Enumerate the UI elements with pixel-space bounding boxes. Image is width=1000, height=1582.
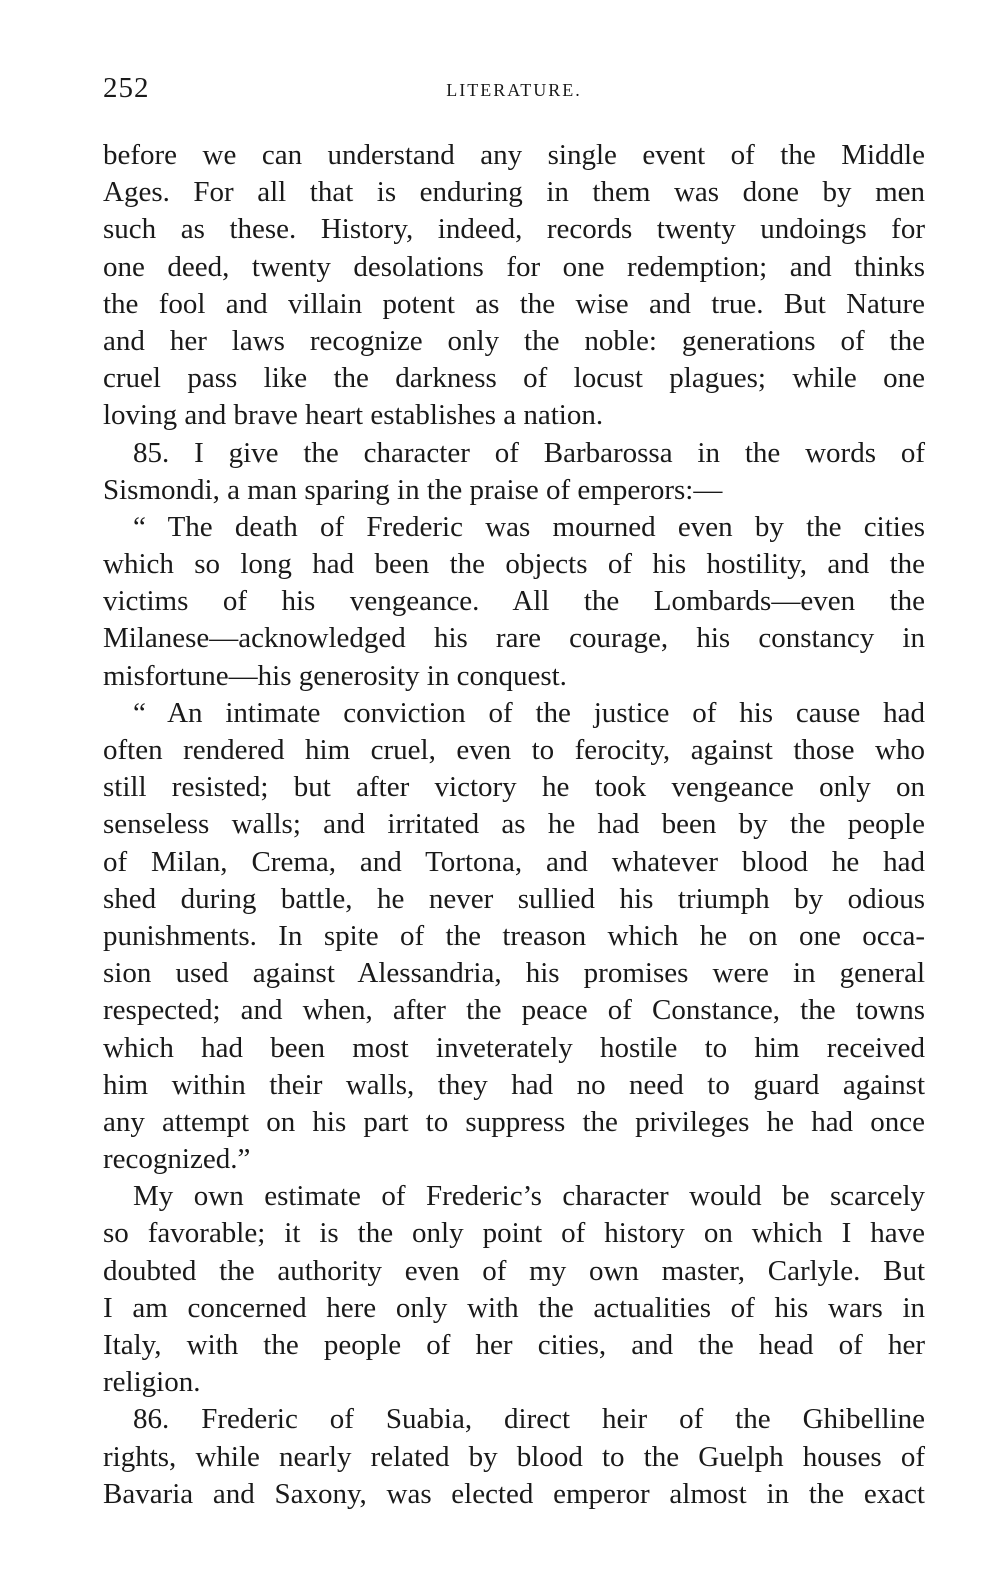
running-title: LITERATURE. bbox=[446, 80, 582, 100]
text-line: of Milan, Crema, and Tortona, and whatever blood he had bbox=[103, 845, 925, 878]
text-line: often rendered him cruel, even to ferocity, against those who bbox=[103, 734, 925, 766]
text-line: Italy, with the people of her cities, and the head of her bbox=[103, 1329, 925, 1361]
text-line: “ An intimate conviction of the justice of his cause had bbox=[133, 696, 925, 729]
text-line: shed during battle, he never sullied his triumph by odious bbox=[103, 882, 925, 915]
text-line: Milanese—acknowledged his rare courage, his constancy in bbox=[103, 622, 925, 655]
text-line: so favorable; it is the only point of history on which I have bbox=[103, 1217, 925, 1250]
text-line: which had been most inveterately hostile to him received bbox=[103, 1031, 925, 1064]
text-line: I am concerned here only with the actualities of his wars in bbox=[103, 1291, 925, 1324]
text-line: 85. I give the character of Barbarossa in the words of bbox=[133, 436, 925, 469]
text-line: misfortune—his generosity in conquest. bbox=[103, 659, 567, 692]
text-line: recognized.” bbox=[103, 1143, 251, 1176]
text-line: before we can understand any single event of the Middle bbox=[103, 139, 925, 171]
text-line: 86. Frederic of Suabia, direct heir of the Ghibelline bbox=[133, 1403, 925, 1436]
text-line: cruel pass like the darkness of locust plagues; while one bbox=[103, 362, 925, 395]
text-line: such as these. History, indeed, records twenty undoings for bbox=[103, 213, 925, 246]
text-line: any attempt on his part to suppress the privileges he had once bbox=[103, 1105, 925, 1138]
text-line: and her laws recognize only the noble: generations of the bbox=[103, 324, 925, 357]
text-line: rights, while nearly related by blood to the Guelph houses of bbox=[103, 1440, 925, 1473]
text-line: Ages. For all that is enduring in them was done by men bbox=[103, 176, 925, 209]
body-text bbox=[103, 137, 925, 1513]
text-line: punishments. In spite of the treason which he on one occa- bbox=[103, 919, 925, 952]
text-line: religion. bbox=[103, 1366, 201, 1399]
text-line: sion used against Alessandria, his promises were in general bbox=[103, 957, 925, 990]
page-number: 252 bbox=[103, 72, 150, 104]
text-line: senseless walls; and irritated as he had been by the people bbox=[103, 808, 925, 841]
text-line: doubted the authority even of my own master, Carlyle. But bbox=[103, 1254, 925, 1287]
text-line: Bavaria and Saxony, was elected emperor almost in the exact bbox=[103, 1477, 925, 1510]
text-line: Sismondi, a man sparing in the praise of emperors:— bbox=[103, 473, 723, 506]
text-line: the fool and villain potent as the wise and true. But Nature bbox=[103, 287, 925, 320]
text-line: him within their walls, they had no need to guard against bbox=[103, 1068, 925, 1101]
text-line: respected; and when, after the peace of Constance, the towns bbox=[103, 994, 925, 1027]
text-line: still resisted; but after victory he took vengeance only on bbox=[103, 771, 925, 804]
running-head bbox=[103, 72, 925, 112]
text-line: “ The death of Frederic was mourned even by the cities bbox=[133, 510, 925, 543]
text-line: which so long had been the objects of his hostility, and the bbox=[103, 548, 925, 581]
text-line: loving and brave heart establishes a nation. bbox=[103, 399, 604, 432]
text-line: My own estimate of Frederic’s character would be scarcely bbox=[133, 1180, 925, 1213]
text-line: victims of his vengeance. All the Lombards—even the bbox=[103, 585, 925, 618]
text-line: one deed, twenty desolations for one redemption; and thinks bbox=[103, 250, 925, 283]
